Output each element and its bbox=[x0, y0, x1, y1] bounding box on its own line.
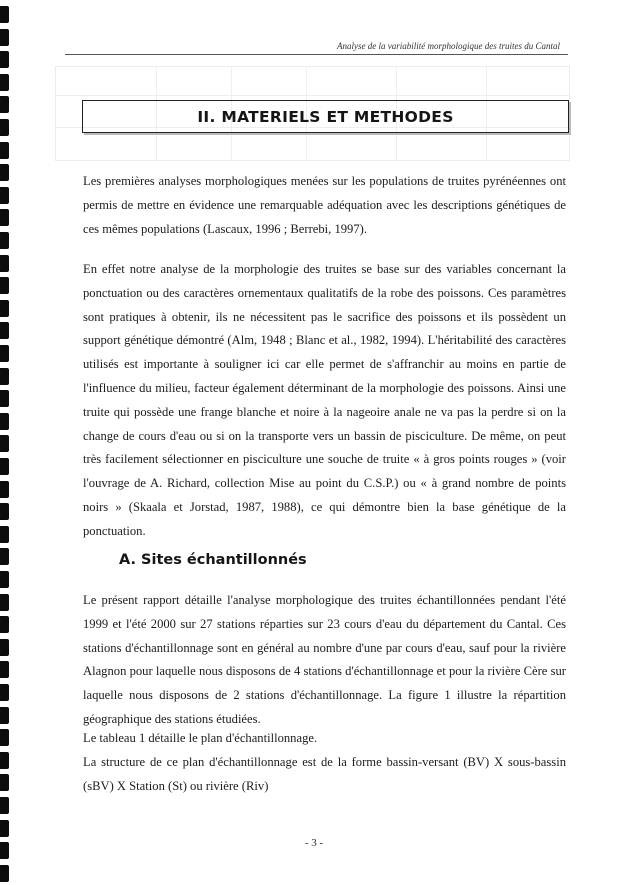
binding-hole bbox=[0, 774, 9, 791]
binding-hole bbox=[0, 187, 9, 204]
spiral-binding bbox=[0, 0, 12, 885]
binding-hole bbox=[0, 594, 9, 611]
binding-hole bbox=[0, 571, 9, 588]
binding-hole bbox=[0, 503, 9, 520]
binding-hole bbox=[0, 164, 9, 181]
binding-hole bbox=[0, 797, 9, 814]
binding-hole bbox=[0, 119, 9, 136]
binding-hole bbox=[0, 413, 9, 430]
page-number: - 3 - bbox=[304, 837, 324, 849]
binding-hole bbox=[0, 752, 9, 769]
binding-hole bbox=[0, 51, 9, 68]
binding-hole bbox=[0, 142, 9, 159]
binding-hole bbox=[0, 458, 9, 475]
binding-hole bbox=[0, 390, 9, 407]
binding-hole bbox=[0, 232, 9, 249]
binding-hole bbox=[0, 639, 9, 656]
binding-hole bbox=[0, 29, 9, 46]
binding-hole bbox=[0, 368, 9, 385]
binding-hole bbox=[0, 300, 9, 317]
running-header: Analyse de la variabilité morphologique des truites du Cantal bbox=[337, 41, 560, 51]
section-title-box bbox=[82, 100, 569, 133]
paragraph-intro-2: En effet notre analyse de la morphologie des truites se base sur des variables concernant la ponctuation ou des caractères ornementaux qualitatifs de la robe des poissons. Ces paramètres sont pratiques à obtenir, ils ne nécessitent pas le sacrifice des poissons et ils possèdent un support génétique démontré (Alm, 1948 ; Blanc et al., 1982, 1994). L'héritabilité des caractères utilisés est importante à souligner ici car elle permet de s'affranchir au moins en partie de l'influence du milieu, facteur également déterminant de la morphologie des poissons. Ainsi une truite qui possède une frange blanche et noire à la nageoire anale ne va pas la perdre si on la change de cours d'eau ou si on la transporte vers un bassin de pisciculture. De même, on peut très facilement sélectionner en pisciculture une souche de truite « à gros points rouges » (voir l'ouvrage de A. Richard, collection Mise au point du C.S.P.) ou « à grand nombre de points noirs » (Skaala et Jorstad, 1987, 1988), ce qui démontre bien la base génétique de la ponctuation. bbox=[83, 262, 566, 538]
binding-hole bbox=[0, 865, 9, 882]
binding-hole bbox=[0, 277, 9, 294]
header-rule bbox=[65, 54, 568, 55]
binding-hole bbox=[0, 6, 9, 23]
binding-hole bbox=[0, 435, 9, 452]
binding-hole bbox=[0, 481, 9, 498]
binding-hole bbox=[0, 707, 9, 724]
paragraph-sites-2: Le tableau 1 détaille le plan d'échantillonnage. bbox=[83, 731, 318, 745]
binding-hole bbox=[0, 74, 9, 91]
binding-hole bbox=[0, 255, 9, 272]
binding-hole bbox=[0, 661, 9, 678]
binding-hole bbox=[0, 209, 9, 226]
binding-hole bbox=[0, 616, 9, 633]
subsection-title: A. Sites échantillonnés bbox=[119, 552, 307, 568]
binding-hole bbox=[0, 322, 9, 339]
paragraph-sites-1: Le présent rapport détaille l'analyse morphologique des truites échantillonnées pendant l'été 1999 et l'été 2000 sur 27 stations réparties sur 23 cours d'eau du département du Cantal. Ces stations d'échantillonnage sont en général au nombre d'une par cours d'eau, sauf pour la rivière Alagnon pour laquelle nous disposons de 4 stations d'échantillonnage et pour la rivière Cère sur laquelle nous disposons de 2 stations d'échantillonnage. La figure 1 illustre la répartition géographique des stations étudiées. bbox=[83, 593, 566, 726]
paragraph-sites-3: La structure de ce plan d'échantillonnage est de la forme bassin-versant (BV) X sous-bassin (sBV) X Station (St) ou rivière (Riv) bbox=[83, 755, 566, 793]
binding-hole bbox=[0, 729, 9, 746]
binding-hole bbox=[0, 345, 9, 362]
paragraph-intro-1: Les premières analyses morphologiques menées sur les populations de truites pyrénéennes ont permis de mettre en évidence une remarquable adéquation avec les descriptions génétiques de ces mêmes populations (Lascaux, 1996 ; Berrebi, 1997). bbox=[83, 174, 566, 236]
binding-hole bbox=[0, 526, 9, 543]
binding-hole bbox=[0, 820, 9, 837]
section-title: II. MATERIELS ET METHODES bbox=[197, 107, 454, 126]
binding-hole bbox=[0, 684, 9, 701]
binding-hole bbox=[0, 96, 9, 113]
binding-hole bbox=[0, 548, 9, 565]
